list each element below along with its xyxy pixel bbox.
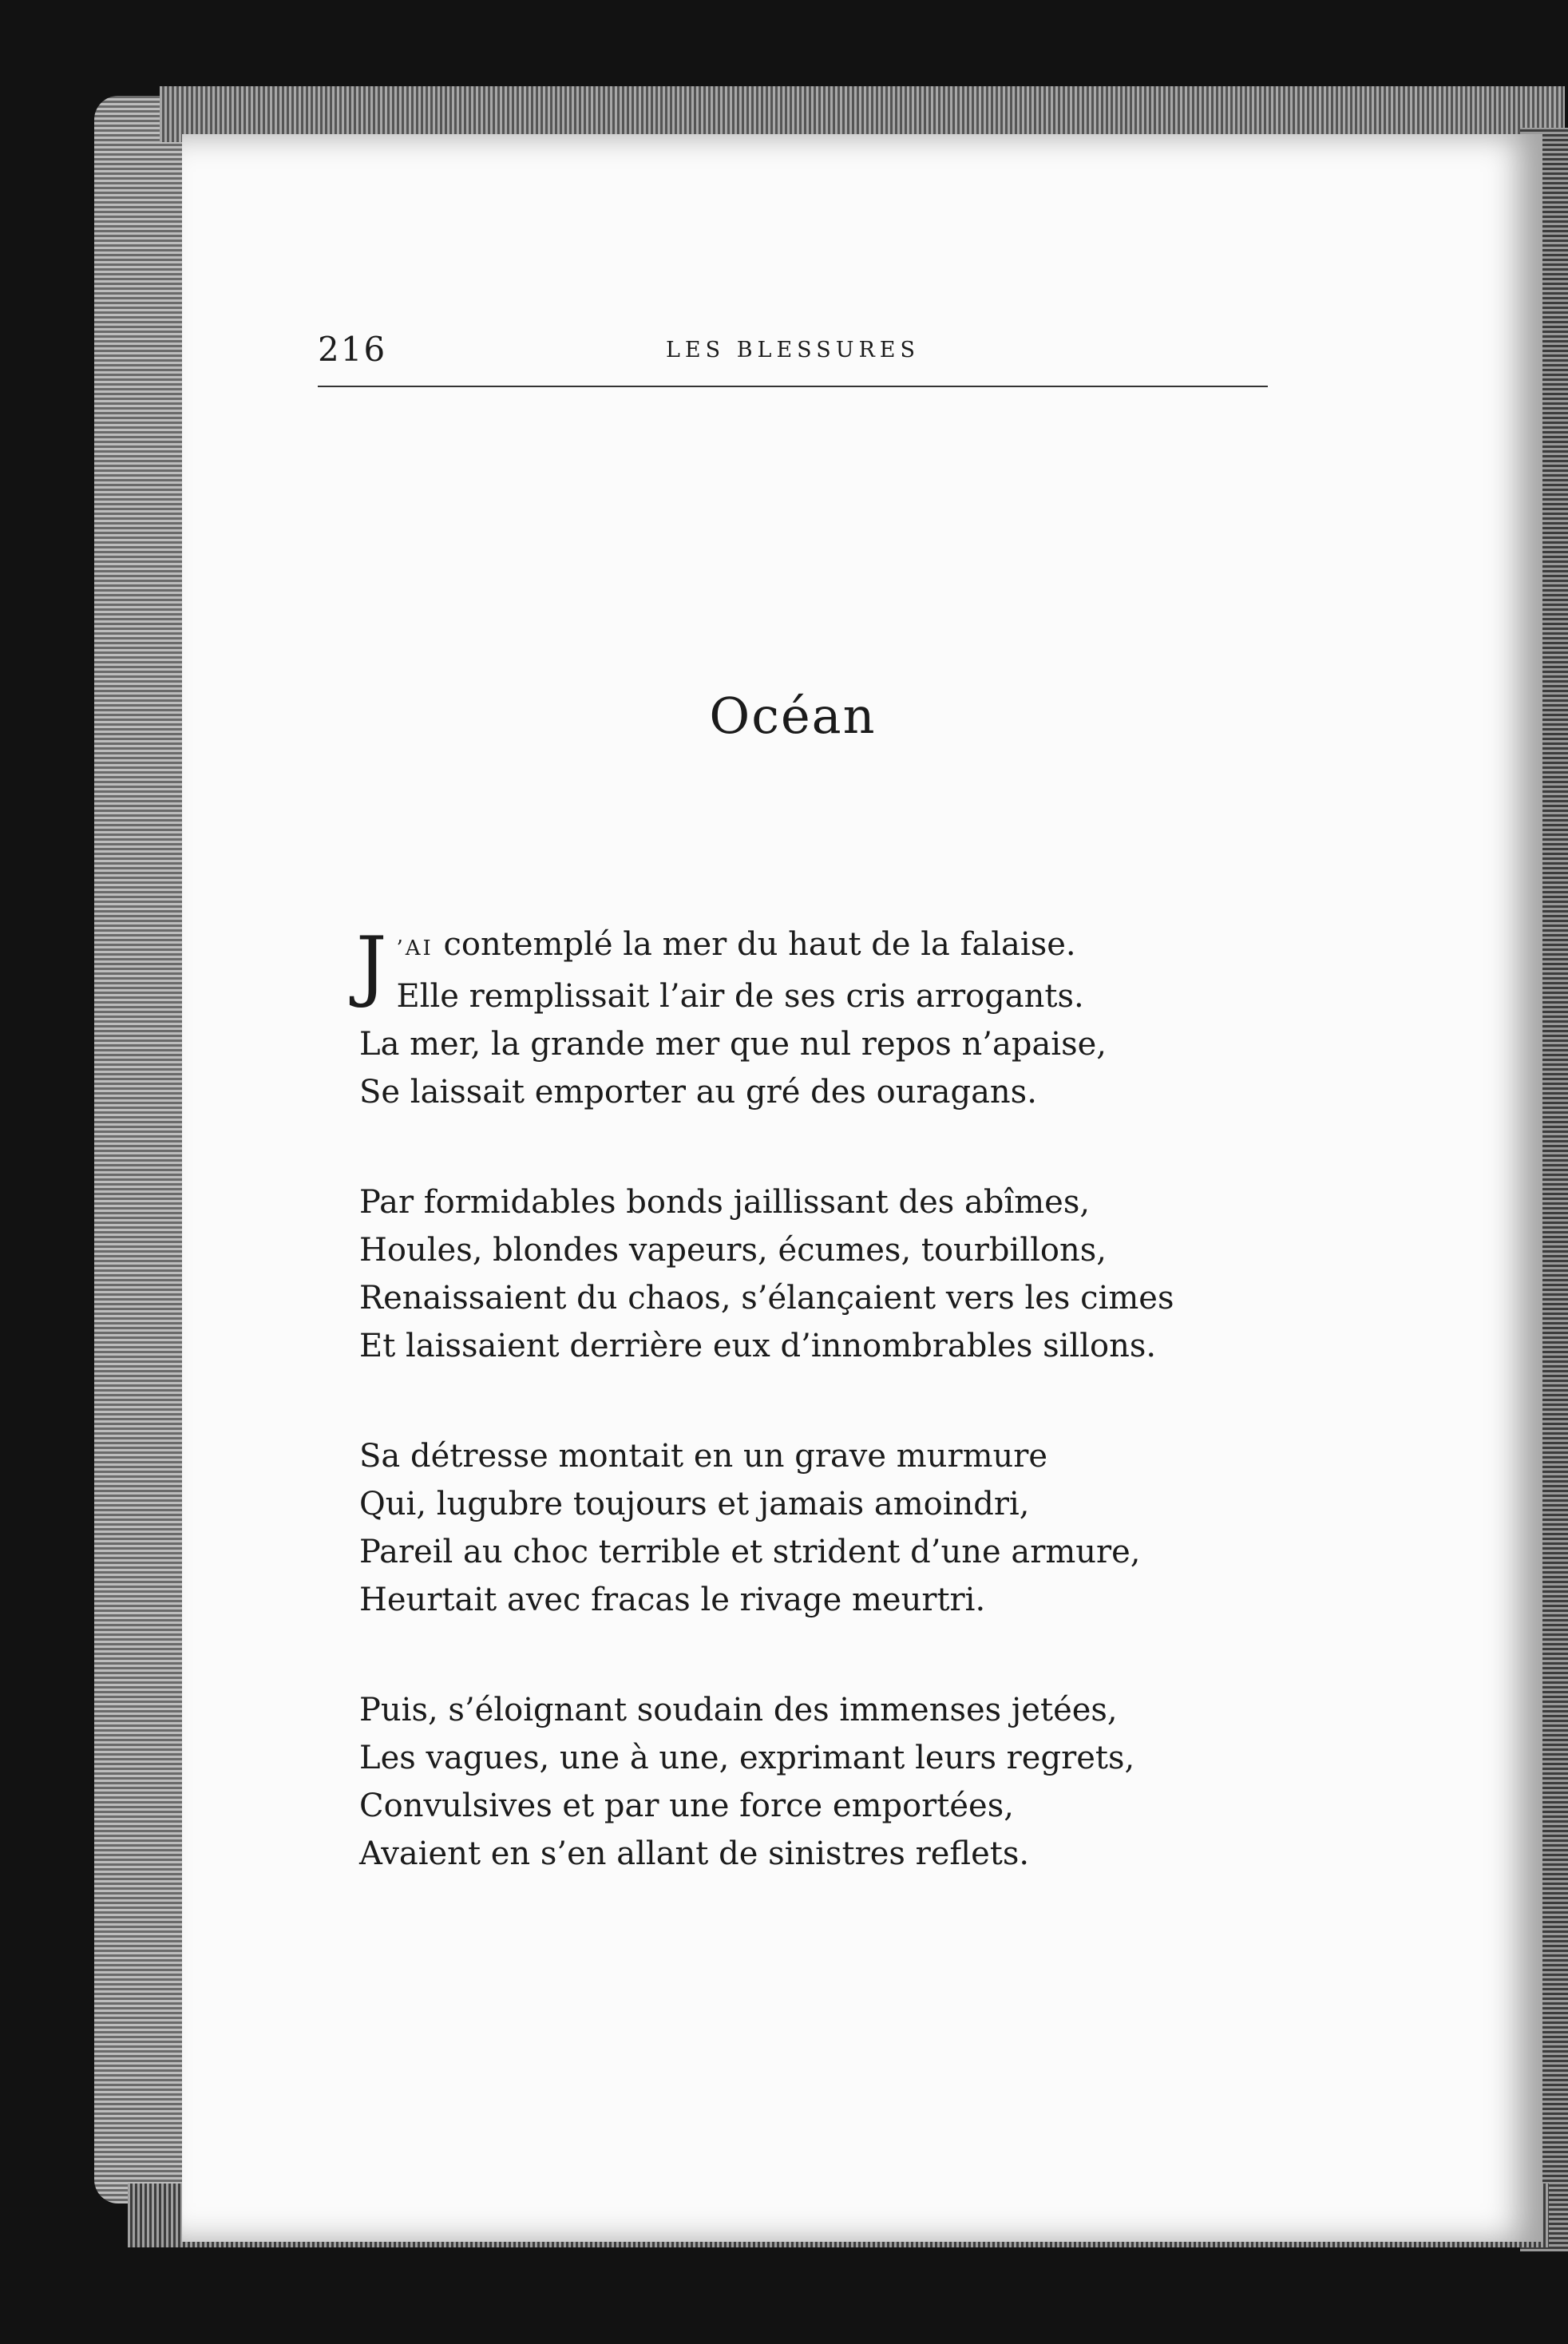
poem-line: Sa détresse montait en un grave murmure [359,1438,1048,1475]
poem-line: Pareil au choc terrible et strident d’une armure, [359,1534,1141,1570]
poem-title: Océan [709,687,877,745]
poem-line: Les vagues, une à une, exprimant leurs regrets, [359,1740,1135,1776]
header-rule [318,386,1268,387]
poem-line: Avaient en s’en allant de sinistres reflets. [359,1835,1030,1872]
poem-line: Puis, s’éloignant soudain des immenses jetées, [359,1692,1118,1728]
stanza-2 [359,1178,1268,1370]
poem-line: La mer, la grande mer que nul repos n’apaise, [359,1026,1107,1063]
stanza-1 [356,921,1268,1116]
poem-line: Heurtait avec fracas le rivage meurtri. [359,1582,986,1618]
stanza-4 [359,1686,1268,1878]
drop-initial: J [356,921,387,1010]
poem-line: Renaissaient du chaos, s’élançaient vers les cimes [359,1280,1174,1317]
poem-line: Et laissaient derrière eux d’innombrables sillons. [359,1328,1157,1364]
page-content [318,330,1268,1940]
page-number: 216 [318,330,387,369]
stanza-3 [359,1432,1268,1624]
book-spine-edge [94,96,182,2203]
poem-body [318,921,1268,1878]
poem-line [359,921,1268,972]
poem-line: Par formidables bonds jaillissant des abîmes, [359,1184,1091,1221]
poem-line: Se laissait emporter au gré des ouragans. [359,1074,1037,1111]
poem-line: Qui, lugubre toujours et jamais amoindri, [359,1486,1030,1522]
book-page [182,134,1542,2242]
poem-line: Elle remplissait l’air de ses cris arrogants. [396,978,1084,1015]
poem-line: Convulsives et par une force emportées, [359,1788,1014,1824]
running-title: LES BLESSURES [665,338,920,362]
running-head [318,330,1268,386]
poem-line: Houles, blondes vapeurs, écumes, tourbillons, [359,1232,1107,1269]
first-line-text: contemplé la mer du haut de la falaise. [433,926,1076,963]
first-word-smallcaps: ’AI [396,936,434,960]
